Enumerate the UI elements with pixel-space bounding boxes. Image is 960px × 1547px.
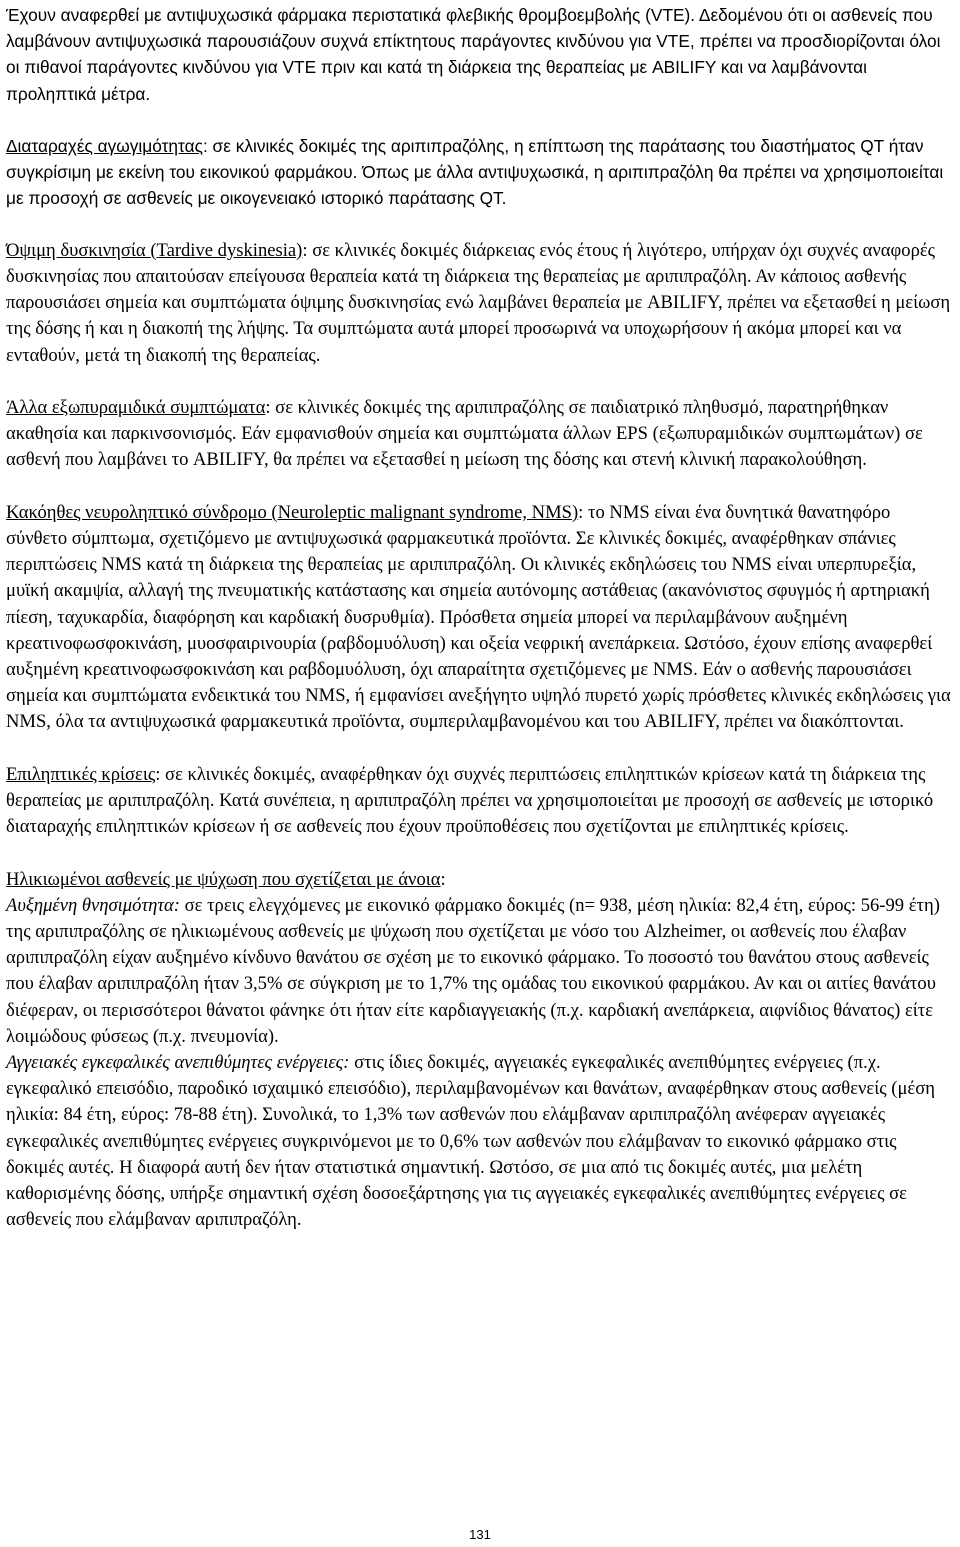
eps-text: : σε κλινικές δοκιμές της αριπιπραζόλης σε παιδιατρικό πληθυσμό, παρατηρήθηκαν ακαθησία και παρκινσονισμός. Εάν εμφανισθούν σημεία και συμπτώματα άλλων EPS (εξωπυραμιδικών συμπτωμάτων) σε ασθενή που λαμβάνει το ABILIFY, θα πρέπει να εξετασθεί η μείωση της δόσης και στενή κλινική παρακολούθηση. <box>6 397 923 471</box>
conduction-text: : σε κλινικές δοκιμές της αριπιπραζόλης, η επίπτωση της παράτασης του διαστήματος QT ήταν συγκρίσιμη με εκείνη του εικονικού φαρμάκου. Όπως με άλλα αντιψυχωσικά, η αριπιπραζόλη θα πρέπει να χρησιμοποιείται με προσοχή σε ασθενείς με οικογενειακό ιστορικό παράτασης QT. <box>6 136 944 209</box>
paragraph-gap <box>6 369 952 395</box>
tardive-paragraph <box>6 238 952 369</box>
paragraph-gap <box>6 107 952 133</box>
vte-paragraph: Έχουν αναφερθεί με αντιψυχωσικά φάρμακα περιστατικά φλεβικής θρομβοεμβολής (VTE). Δεδομένου ότι οι ασθενείς που λαμβάνουν αντιψυχωσικά παρουσιάζουν συχνά επίκτητους παράγοντες κινδύνου για VTE, πρέπει να προσδιορίζονται όλοι οι πιθανοί παράγοντες κινδύνου για VTE πριν και κατά τη διάρκεια της θεραπείας με ABILIFY και να λαμβάνονται προληπτικά μέτρα. <box>6 5 941 104</box>
cerebrovascular-paragraph <box>6 1050 952 1233</box>
mortality-paragraph <box>6 893 952 1050</box>
cerebrovascular-text: στις ίδιες δοκιμές, αγγειακές εγκεφαλικές ανεπιθύμητες ενέργειες (π.χ. εγκεφαλικό επεισόδιο, παροδικό ισχαιμικό επεισόδιο), περιλαμβανομένων και θανάτων, αναφέρθηκαν στους ασθενείς (μέση ηλικία: 84 έτη, εύρος: 78-88 έτη). Συνολικά, το 1,3% των ασθενών που ελάμβαναν αριπιπραζόλη ανέφεραν αγγειακές εγκεφαλικές ανεπιθύμητες ενέργειες συγκρινόμενοι με το 0,6% των ασθενών που ελάμβαναν το εικονικό φάρμακο στις δοκιμές αυτές. Η διαφορά αυτή δεν ήταν στατιστικά σημαντική. Ωστόσο, σε μια από τις δοκιμές αυτές, μια μελέτη καθορισμένης δόσης, υπήρξε σημαντική σχέση δοσοεξάρτησης για τις αγγειακές εγκεφαλικές ανεπιθύμητες ενέργειες σε ασθενείς που ελάμβαναν αριπιπραζόλη. <box>6 1052 935 1231</box>
eps-heading: Άλλα εξωπυραμιδικά συμπτώματα <box>6 397 266 418</box>
nms-paragraph <box>6 500 952 736</box>
seizures-heading: Επιληπτικές κρίσεις <box>6 763 156 785</box>
paragraph-gap <box>6 840 952 866</box>
elderly-heading-colon: : <box>440 868 446 890</box>
conduction-paragraph <box>6 133 952 212</box>
nms-text: : το NMS είναι ένα δυνητικά θανατηφόρο σύνθετο σύμπτωμα, σχετιζόμενο με αντιψυχωσικά φαρμακευτικά προϊόντα. Σε κλινικές δοκιμές, αναφέρθηκαν σπάνιες περιπτώσεις NMS κατά τη διάρκεια της θεραπείας με αριπιπραζόλη. Οι κλινικές εκδηλώσεις του NMS είναι υπερπυρεξία, μυϊκή ακαμψία, αλλαγή της πνευματικής κατάστασης και σημεία αυτόνομης αστάθειας (ακανόνιστος σφυγμός ή αρτηριακή πίεση, ταχυκαρδία, διαφόρηση και καρδιακή δυσρυθμία). Πρόσθετα σημεία μπορεί να περιλαμβάνουν αυξημένη κρεατινοφωσφοκινάση, μυοσφαιρινουρία (ραβδομυόλυση) και οξεία νεφρική ανεπάρκεια. Ωστόσο, έχουν επίσης αναφερθεί αυξημένη κρεατινοφωσφοκινάση και ραβδομυόλυση, όχι απαραίτητα σχετιζόμενες με NMS. Εάν ο ασθενής παρουσιάσει σημεία και συμπτώματα ενδεικτικά του NMS, ή εμφανίσει ανεξήγητο υψηλό πυρετό χωρίς πρόσθετες κλινικές εκδηλώσεις για NMS, όλα τα αντιψυχωσικά φαρμακευτικά προϊόντα, συμπεριλαμβανομένου και του ABILIFY, πρέπει να διακόπτονται. <box>6 501 951 733</box>
paragraph-gap <box>6 474 952 500</box>
cerebrovascular-label: Αγγειακές εγκεφαλικές ανεπιθύμητες ενέργειες: <box>6 1052 350 1074</box>
seizures-text: : σε κλινικές δοκιμές, αναφέρθηκαν όχι συχνές περιπτώσεις επιληπτικών κρίσεων κατά τη διάρκεια της θεραπείας με αριπιπραζόλη. Κατά συνέπεια, η αριπιπραζόλη πρέπει να χρησιμοποιείται με προσοχή σε ασθενείς με ιστορικό διαταραχής επιληπτικών κρίσεων ή σε ασθενείς που έχουν προϋποθέσεις που σχετίζονται με επιληπτικές κρίσεις. <box>6 763 934 838</box>
elderly-heading-line <box>6 867 952 893</box>
page-number: 131 <box>469 1527 491 1542</box>
mortality-label: Αυξημένη θνησιμότητα: <box>6 894 180 916</box>
nms-heading: Κακόηθες νευροληπτικό σύνδρομο (Neuroleptic malignant syndrome, NMS) <box>6 501 579 523</box>
elderly-heading: Ηλικιωμένοι ασθενείς με ψύχωση που σχετίζεται με άνοια <box>6 868 441 890</box>
document-page <box>6 2 952 1233</box>
seizures-paragraph <box>6 762 952 841</box>
tardive-text: : σε κλινικές δοκιμές διάρκειας ενός έτους ή λιγότερο, υπήρχαν όχι συχνές αναφορές δυσκινησίας που απαιτούσαν επείγουσα θεραπεία κατά τη διάρκεια της θεραπείας με αριπιπραζόλη. Αν κάποιος ασθενής παρουσιάσει σημεία και συμπτώματα όψιμης δυσκινησίας ενώ λαμβάνει θεραπεία με ABILIFY, πρέπει να εξετασθεί η μείωση της δόσης ή και η διακοπή της λήψης. Τα συμπτώματα αυτά μπορεί προσωρινά να υποχωρήσουν ή ακόμα μπορεί και να ενταθούν, μετά τη διακοπή της θεραπείας. <box>6 239 951 366</box>
paragraph-gap <box>6 736 952 762</box>
tardive-heading: Όψιμη δυσκινησία (Tardive dyskinesia) <box>6 239 303 261</box>
eps-paragraph <box>6 395 952 474</box>
conduction-heading: Διαταραχές αγωγιμότητας <box>6 136 203 156</box>
paragraph-gap <box>6 212 952 238</box>
mortality-text: σε τρεις ελεγχόμενες με εικονικό φάρμακο δοκιμές (n= 938, μέση ηλικία: 82,4 έτη, εύρος: 56-99 έτη) της αριπιπραζόλης σε ηλικιωμένους ασθενείς με ψύχωση που σχετίζεται με νόσο του Alzheimer, οι ασθενείς που έλαβαν αριπιπραζόλη είχαν αυξημένο κίνδυνο θανάτου σε σχέση με το εικονικό φάρμακο. Το ποσοστό του θανάτου στους ασθενείς που έλαβαν αριπιπραζόλη ήταν 3,5% σε σύγκριση με το 1,7% της ομάδας του εικονικού φαρμάκου. Αν και οι αιτίες θανάτου διέφεραν, οι περισσότεροι θάνατοι φάνηκε ότι ήταν είτε καρδιαγγειακής (π.χ. καρδιακή ανεπάρκεια, αιφνίδιος θάνατος) είτε λοιμώδους φύσεως (π.χ. πνευμονία). <box>6 894 940 1047</box>
